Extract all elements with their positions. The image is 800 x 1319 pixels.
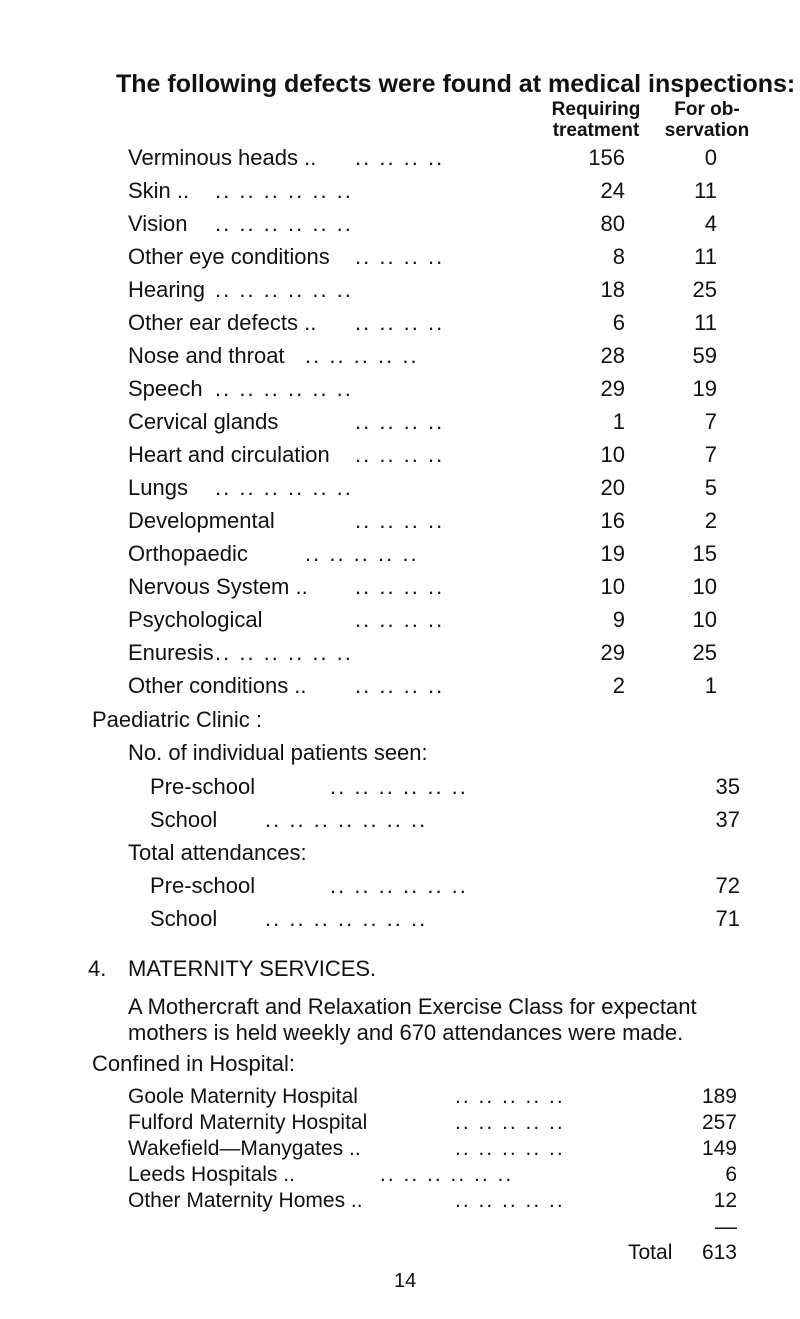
table-row: Psychological .. .. .. .. 9 10 [0, 607, 800, 640]
treatment-value: 18 [600, 277, 625, 302]
table-row: Nervous System .. .. .. .. .. 10 10 [0, 574, 800, 607]
section-title: MATERNITY SERVICES. [128, 956, 377, 981]
observation-value: 11 [694, 310, 717, 335]
treatment-value: 2 [612, 673, 625, 698]
list-item: School .. .. .. .. .. .. .. 37 [150, 807, 740, 832]
observation-value: 15 [692, 541, 717, 566]
table-row: Heart and circulation .. .. .. .. 10 7 [0, 442, 800, 475]
total-rule: — [715, 1214, 737, 1239]
observation-value: 25 [692, 277, 717, 302]
treatment-value: 29 [600, 376, 625, 401]
treatment-value: 10 [600, 442, 625, 467]
treatment-value: 16 [600, 508, 625, 533]
treatment-value: 1 [612, 409, 625, 434]
treatment-value: 9 [612, 607, 625, 632]
table-row: Other conditions .. .. .. .. .. 2 1 [0, 673, 800, 706]
observation-value: 11 [694, 244, 717, 269]
treatment-value: 80 [600, 211, 625, 236]
table-row: Vision .. .. .. .. .. .. 80 4 [0, 211, 800, 244]
treatment-value: 6 [612, 310, 625, 335]
table-row: Skin .. .. .. .. .. .. .. 24 11 [0, 178, 800, 211]
treatment-value: 24 [600, 178, 625, 203]
table-row: Hearing .. .. .. .. .. .. 18 25 [0, 277, 800, 310]
observation-value: 4 [704, 211, 717, 236]
paediatric-title: Paediatric Clinic : [92, 707, 262, 732]
observation-value: 7 [704, 409, 717, 434]
observation-value: 1 [704, 673, 717, 698]
table-row: Developmental .. .. .. .. 16 2 [0, 508, 800, 541]
document-page: The following defects were found at medical inspections: Requiring treatment For ob- servation Verminous heads .. .. .. .. .. 156 0 Skin .. .. .. .. .. .. .. 24 11 Vision .. .. .. .. .. .. 80 4 Other eye conditions .. .. .. .. 8 11 Hearing .. .. .. .. .. .. 18 25 Other ear defects .. .. .. .. .. 6 11 Nose and throat .. .. .. .. .. 28 59 Speech .. .. .. .. .. .. 29 19 Cervical glands .. .. .. .. 1 7 Heart and circulation .. .. .. .. 10 7 Lungs .. .. .. .. .. .. 20 5 Developmental .. .. .. .. 16 2 Orthopaedic .. .. .. .. .. 19 15 Nervous System .. .. .. .. .. 10 10 Psychological .. .. .. .. 9 10 Enuresis .. .. .. .. .. .. 29 25 Other conditions .. .. .. .. .. 2 1 Paediatric Clinic : No. of individual patients seen: Pre-school .. .. .. .. .. .. 35 School .. .. .. .. .. .. .. 37 Total attendances: Pre-school .. .. .. .. .. .. 72 School .. .. .. .. .. .. .. 71 4. MATERNITY SERVICES. A Mothercraft and Relaxation Exercise Class for expectant mothers is held weekly and 670 attendances were made. Confined in Hospital: Goole Maternity Hospital .. .. .. .. .. 189 Fulford Maternity Hospital .. .. .. .. .. 257 Wakefield—Manygates .. .. .. .. .. .. 149 Leeds Hospitals .. .. .. .. .. .. .. 6 Other Maternity Homes .. .. .. .. .. .. 12 — Total 613 14 [0, 0, 800, 1319]
intro-heading: The following defects were found at medical inspections: [116, 70, 796, 98]
list-item: School .. .. .. .. .. .. .. 71 [150, 906, 740, 931]
treatment-value: 8 [612, 244, 625, 269]
table-row: Enuresis .. .. .. .. .. .. 29 25 [0, 640, 800, 673]
table-row: Other ear defects .. .. .. .. .. 6 11 [0, 310, 800, 343]
confined-heading: Confined in Hospital: [92, 1051, 296, 1076]
maternity-paragraph: A Mothercraft and Relaxation Exercise Class for expectant mothers is held weekly and 670 attendances were made. [128, 994, 697, 1045]
page-number: 14 [394, 1270, 417, 1292]
treatment-value: 28 [600, 343, 625, 368]
column-header-observation: For ob- servation [664, 99, 750, 141]
observation-value: 11 [694, 178, 717, 203]
table-row: Nose and throat .. .. .. .. .. 28 59 [0, 343, 800, 376]
table-row: Cervical glands .. .. .. .. 1 7 [0, 409, 800, 442]
treatment-value: 29 [600, 640, 625, 665]
observation-value: 25 [692, 640, 717, 665]
list-item: Pre-school .. .. .. .. .. .. 35 [150, 774, 740, 799]
patients-heading: No. of individual patients seen: [128, 740, 428, 765]
treatment-value: 10 [600, 574, 625, 599]
table-row: Other eye conditions .. .. .. .. 8 11 [0, 244, 800, 277]
observation-value: 10 [692, 574, 717, 599]
treatment-value: 20 [600, 475, 625, 500]
observation-value: 7 [704, 442, 717, 467]
list-item: Pre-school .. .. .. .. .. .. 72 [150, 873, 740, 898]
treatment-value: 156 [588, 145, 625, 170]
observation-value: 59 [692, 343, 717, 368]
observation-value: 2 [704, 508, 717, 533]
table-row: Lungs .. .. .. .. .. .. 20 5 [0, 475, 800, 508]
total-label: Total [628, 1241, 673, 1264]
observation-value: 10 [692, 607, 717, 632]
table-row: Orthopaedic .. .. .. .. .. 19 15 [0, 541, 800, 574]
table-row: Speech .. .. .. .. .. .. 29 19 [0, 376, 800, 409]
treatment-value: 19 [600, 541, 625, 566]
attendances-heading: Total attendances: [128, 840, 307, 865]
observation-value: 19 [692, 376, 717, 401]
total-value: 613 [701, 1241, 737, 1264]
column-header-treatment: Requiring treatment [551, 99, 641, 141]
observation-value: 0 [704, 145, 717, 170]
section-number: 4. [88, 956, 107, 981]
observation-value: 5 [704, 475, 717, 500]
table-row: Verminous heads .. .. .. .. .. 156 0 [0, 145, 800, 178]
